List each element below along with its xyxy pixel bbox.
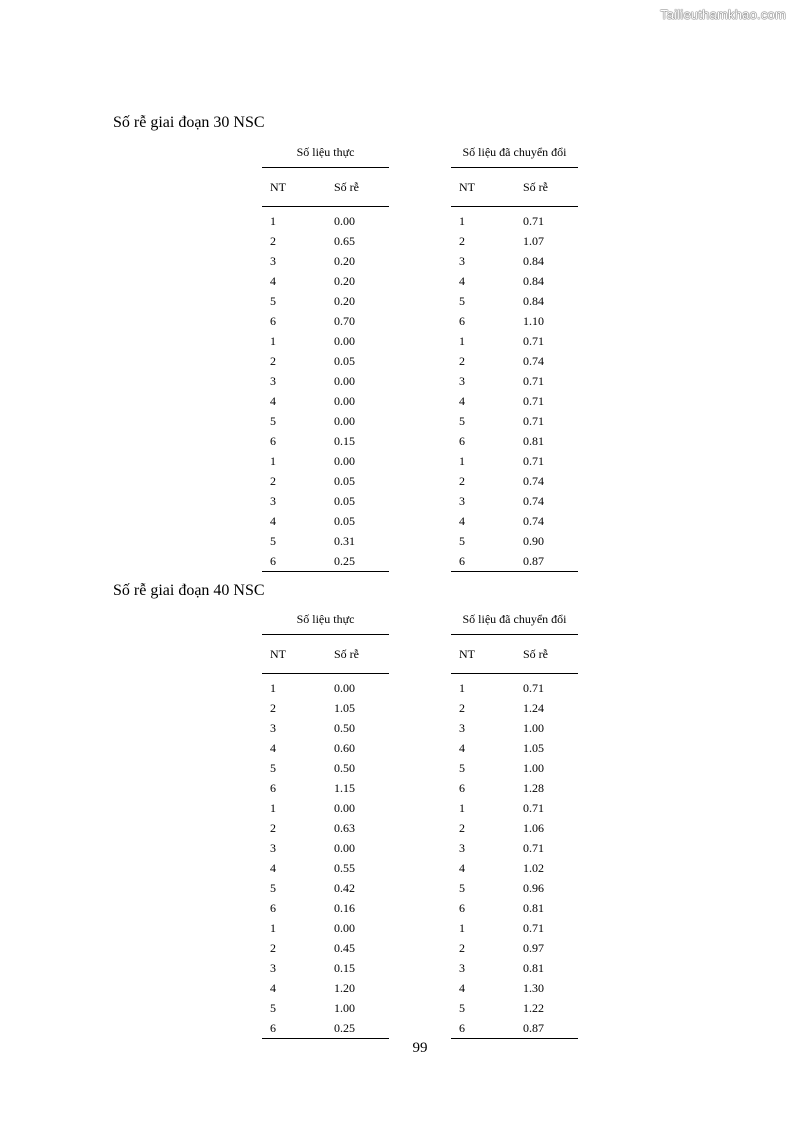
column-header-nt: NT: [270, 180, 286, 194]
cell-nt: 3: [459, 841, 465, 855]
cell-nt: 2: [459, 941, 465, 955]
cell-nt: 6: [270, 434, 276, 448]
table-row: [451, 271, 578, 291]
cell-so-re: 1.00: [523, 761, 544, 775]
table-row: [451, 291, 578, 311]
cell-nt: 5: [459, 534, 465, 548]
cell-so-re: 0.97: [523, 941, 544, 955]
cell-so-re: 0.71: [523, 801, 544, 815]
table-row: [262, 491, 389, 511]
table-row: [451, 818, 578, 838]
table-body: [451, 674, 578, 1039]
table-row: [262, 211, 389, 231]
cell-nt: 1: [459, 454, 465, 468]
table-row: [451, 471, 578, 491]
column-header-so-re: Số rễ: [523, 180, 548, 194]
table-row: [451, 798, 578, 818]
column-header-nt: NT: [459, 180, 475, 194]
cell-so-re: 0.31: [334, 534, 355, 548]
table-row: [262, 958, 389, 978]
page-number: 99: [412, 1040, 428, 1056]
cell-so-re: 1.00: [334, 1001, 355, 1015]
cell-so-re: 1.02: [523, 861, 544, 875]
cell-nt: 1: [270, 334, 276, 348]
cell-nt: 4: [270, 861, 276, 875]
column-header-so-re: Số rễ: [334, 647, 359, 661]
cell-so-re: 0.00: [334, 681, 355, 695]
table-row: [262, 678, 389, 698]
cell-so-re: 0.00: [334, 454, 355, 468]
cell-so-re: 0.00: [334, 841, 355, 855]
cell-so-re: 0.71: [523, 841, 544, 855]
cell-so-re: 0.74: [523, 494, 544, 508]
cell-so-re: 1.07: [523, 234, 544, 248]
table-row: [451, 411, 578, 431]
cell-nt: 6: [270, 1021, 276, 1035]
cell-so-re: 1.10: [523, 314, 544, 328]
table-header: [451, 167, 578, 207]
table-row: [451, 431, 578, 451]
table-row: [262, 978, 389, 998]
cell-so-re: 0.55: [334, 861, 355, 875]
cell-so-re: 0.25: [334, 1021, 355, 1035]
table-row: [262, 531, 389, 551]
table-row: [262, 918, 389, 938]
cell-nt: 1: [270, 681, 276, 695]
table-row: [262, 431, 389, 451]
cell-so-re: 0.74: [523, 514, 544, 528]
table-row: [262, 291, 389, 311]
cell-nt: 4: [459, 514, 465, 528]
cell-so-re: 0.81: [523, 901, 544, 915]
cell-so-re: 0.16: [334, 901, 355, 915]
cell-nt: 2: [270, 941, 276, 955]
column-header-nt: NT: [270, 647, 286, 661]
cell-so-re: 0.74: [523, 354, 544, 368]
cell-nt: 5: [270, 761, 276, 775]
table-row: [451, 1018, 578, 1038]
cell-nt: 2: [459, 701, 465, 715]
table-row: [262, 1018, 389, 1038]
cell-so-re: 0.71: [523, 454, 544, 468]
table-row: [262, 938, 389, 958]
cell-so-re: 0.50: [334, 761, 355, 775]
cell-nt: 5: [270, 1001, 276, 1015]
cell-so-re: 0.84: [523, 274, 544, 288]
cell-nt: 3: [459, 254, 465, 268]
cell-nt: 6: [459, 434, 465, 448]
table-row: [262, 698, 389, 718]
table-row: [451, 351, 578, 371]
table-row: [451, 491, 578, 511]
table-row: [451, 898, 578, 918]
section-title-40-nsc: Số rễ giai đoạn 40 NSC: [113, 582, 265, 599]
cell-nt: 5: [270, 294, 276, 308]
cell-nt: 4: [270, 394, 276, 408]
table-row: [262, 798, 389, 818]
table-row: [451, 998, 578, 1018]
table-row: [262, 738, 389, 758]
table-row: [451, 678, 578, 698]
cell-nt: 5: [459, 881, 465, 895]
cell-so-re: 1.15: [334, 781, 355, 795]
cell-so-re: 0.00: [334, 921, 355, 935]
table-caption: Số liệu đã chuyển đổi: [451, 143, 578, 168]
cell-so-re: 0.65: [334, 234, 355, 248]
table-header: [262, 167, 389, 207]
table-row: [451, 371, 578, 391]
cell-so-re: 0.20: [334, 294, 355, 308]
table-row: [262, 331, 389, 351]
table-caption: Số liệu thực: [262, 143, 389, 168]
table-header: [262, 634, 389, 674]
table-row: [262, 511, 389, 531]
table-row: [262, 718, 389, 738]
cell-nt: 4: [459, 861, 465, 875]
table-caption: Số liệu thực: [262, 610, 389, 635]
cell-so-re: 0.05: [334, 514, 355, 528]
cell-so-re: 0.71: [523, 394, 544, 408]
cell-nt: 5: [270, 881, 276, 895]
table-row: [451, 698, 578, 718]
cell-nt: 3: [459, 721, 465, 735]
table-row: [262, 778, 389, 798]
cell-nt: 4: [459, 741, 465, 755]
table-row: [262, 451, 389, 471]
cell-so-re: 0.84: [523, 294, 544, 308]
cell-nt: 6: [270, 781, 276, 795]
table-row: [451, 231, 578, 251]
cell-nt: 1: [459, 214, 465, 228]
cell-so-re: 0.00: [334, 214, 355, 228]
table-row: [451, 758, 578, 778]
cell-nt: 2: [459, 354, 465, 368]
cell-so-re: 0.84: [523, 254, 544, 268]
cell-so-re: 0.71: [523, 374, 544, 388]
table-row: [262, 838, 389, 858]
cell-nt: 4: [270, 274, 276, 288]
cell-nt: 1: [270, 454, 276, 468]
cell-nt: 3: [270, 841, 276, 855]
table-row: [262, 251, 389, 271]
cell-nt: 3: [270, 494, 276, 508]
cell-so-re: 0.00: [334, 374, 355, 388]
table-row: [262, 391, 389, 411]
table-row: [262, 371, 389, 391]
table-row: [262, 858, 389, 878]
cell-so-re: 0.71: [523, 334, 544, 348]
cell-nt: 4: [270, 981, 276, 995]
table-body: [451, 207, 578, 572]
table-row: [262, 758, 389, 778]
cell-nt: 2: [270, 701, 276, 715]
cell-nt: 4: [270, 514, 276, 528]
cell-nt: 1: [459, 334, 465, 348]
table-row: [262, 351, 389, 371]
table-row: [451, 958, 578, 978]
cell-nt: 1: [459, 681, 465, 695]
cell-nt: 2: [459, 234, 465, 248]
cell-so-re: 0.20: [334, 274, 355, 288]
cell-so-re: 0.00: [334, 394, 355, 408]
column-header-so-re: Số rễ: [334, 180, 359, 194]
table-row: [262, 231, 389, 251]
cell-nt: 4: [459, 394, 465, 408]
cell-so-re: 0.15: [334, 961, 355, 975]
table-row: [262, 898, 389, 918]
cell-nt: 1: [270, 921, 276, 935]
cell-nt: 3: [459, 374, 465, 388]
cell-nt: 5: [270, 534, 276, 548]
table-row: [451, 451, 578, 471]
table-row: [262, 311, 389, 331]
cell-so-re: 0.05: [334, 354, 355, 368]
table-row: [451, 311, 578, 331]
cell-so-re: 0.87: [523, 554, 544, 568]
cell-nt: 6: [459, 781, 465, 795]
cell-nt: 3: [270, 374, 276, 388]
cell-so-re: 1.05: [523, 741, 544, 755]
table-row: [451, 978, 578, 998]
cell-nt: 6: [459, 1021, 465, 1035]
cell-so-re: 0.81: [523, 434, 544, 448]
cell-so-re: 1.22: [523, 1001, 544, 1015]
table-row: [451, 331, 578, 351]
cell-so-re: 0.63: [334, 821, 355, 835]
cell-so-re: 0.71: [523, 414, 544, 428]
cell-nt: 2: [270, 474, 276, 488]
cell-nt: 1: [270, 214, 276, 228]
cell-so-re: 0.05: [334, 494, 355, 508]
cell-nt: 5: [459, 761, 465, 775]
cell-nt: 5: [459, 1001, 465, 1015]
cell-nt: 5: [459, 294, 465, 308]
cell-so-re: 0.71: [523, 214, 544, 228]
table-row: [262, 271, 389, 291]
cell-nt: 2: [270, 354, 276, 368]
cell-so-re: 1.24: [523, 701, 544, 715]
cell-nt: 6: [270, 554, 276, 568]
cell-so-re: 0.20: [334, 254, 355, 268]
cell-nt: 1: [459, 921, 465, 935]
cell-nt: 6: [270, 901, 276, 915]
cell-so-re: 1.05: [334, 701, 355, 715]
table-row: [451, 391, 578, 411]
cell-so-re: 0.25: [334, 554, 355, 568]
table-row: [451, 938, 578, 958]
cell-so-re: 0.15: [334, 434, 355, 448]
cell-nt: 2: [459, 821, 465, 835]
table-row: [262, 878, 389, 898]
table-row: [451, 778, 578, 798]
watermark: Tailieuthamkhao.com: [660, 7, 786, 22]
cell-nt: 2: [270, 821, 276, 835]
cell-so-re: 0.05: [334, 474, 355, 488]
cell-so-re: 1.00: [523, 721, 544, 735]
cell-so-re: 1.06: [523, 821, 544, 835]
table-row: [451, 918, 578, 938]
table-row: [451, 531, 578, 551]
table-caption: Số liệu đã chuyển đổi: [451, 610, 578, 635]
table-row: [451, 838, 578, 858]
cell-so-re: 0.96: [523, 881, 544, 895]
cell-nt: 3: [459, 494, 465, 508]
section-title-30-nsc: Số rễ giai đoạn 30 NSC: [113, 114, 265, 131]
cell-so-re: 0.81: [523, 961, 544, 975]
cell-so-re: 0.60: [334, 741, 355, 755]
cell-so-re: 0.71: [523, 681, 544, 695]
column-header-so-re: Số rễ: [523, 647, 548, 661]
cell-nt: 1: [270, 801, 276, 815]
cell-nt: 4: [270, 741, 276, 755]
table-body: [262, 674, 389, 1039]
cell-nt: 3: [270, 254, 276, 268]
table-row: [262, 471, 389, 491]
cell-so-re: 0.87: [523, 1021, 544, 1035]
cell-so-re: 0.00: [334, 334, 355, 348]
cell-so-re: 0.90: [523, 534, 544, 548]
cell-so-re: 0.50: [334, 721, 355, 735]
cell-so-re: 0.00: [334, 801, 355, 815]
table-row: [451, 878, 578, 898]
cell-nt: 5: [459, 414, 465, 428]
cell-so-re: 0.45: [334, 941, 355, 955]
table-row: [262, 411, 389, 431]
cell-nt: 4: [459, 274, 465, 288]
cell-nt: 4: [459, 981, 465, 995]
cell-nt: 2: [270, 234, 276, 248]
column-header-nt: NT: [459, 647, 475, 661]
cell-nt: 5: [270, 414, 276, 428]
cell-nt: 1: [459, 801, 465, 815]
table-row: [262, 998, 389, 1018]
cell-so-re: 0.71: [523, 921, 544, 935]
table-row: [262, 818, 389, 838]
cell-nt: 3: [459, 961, 465, 975]
table-row: [451, 251, 578, 271]
cell-nt: 3: [270, 721, 276, 735]
cell-nt: 6: [270, 314, 276, 328]
cell-nt: 6: [459, 314, 465, 328]
cell-nt: 6: [459, 554, 465, 568]
cell-so-re: 0.74: [523, 474, 544, 488]
cell-so-re: 0.42: [334, 881, 355, 895]
table-body: [262, 207, 389, 572]
cell-so-re: 0.70: [334, 314, 355, 328]
table-header: [451, 634, 578, 674]
table-row: [451, 211, 578, 231]
table-row: [451, 738, 578, 758]
table-row: [451, 718, 578, 738]
cell-so-re: 1.20: [334, 981, 355, 995]
cell-nt: 6: [459, 901, 465, 915]
table-row: [451, 551, 578, 571]
table-row: [451, 858, 578, 878]
cell-so-re: 0.00: [334, 414, 355, 428]
cell-so-re: 1.30: [523, 981, 544, 995]
cell-so-re: 1.28: [523, 781, 544, 795]
cell-nt: 3: [270, 961, 276, 975]
table-row: [451, 511, 578, 531]
table-row: [262, 551, 389, 571]
cell-nt: 2: [459, 474, 465, 488]
